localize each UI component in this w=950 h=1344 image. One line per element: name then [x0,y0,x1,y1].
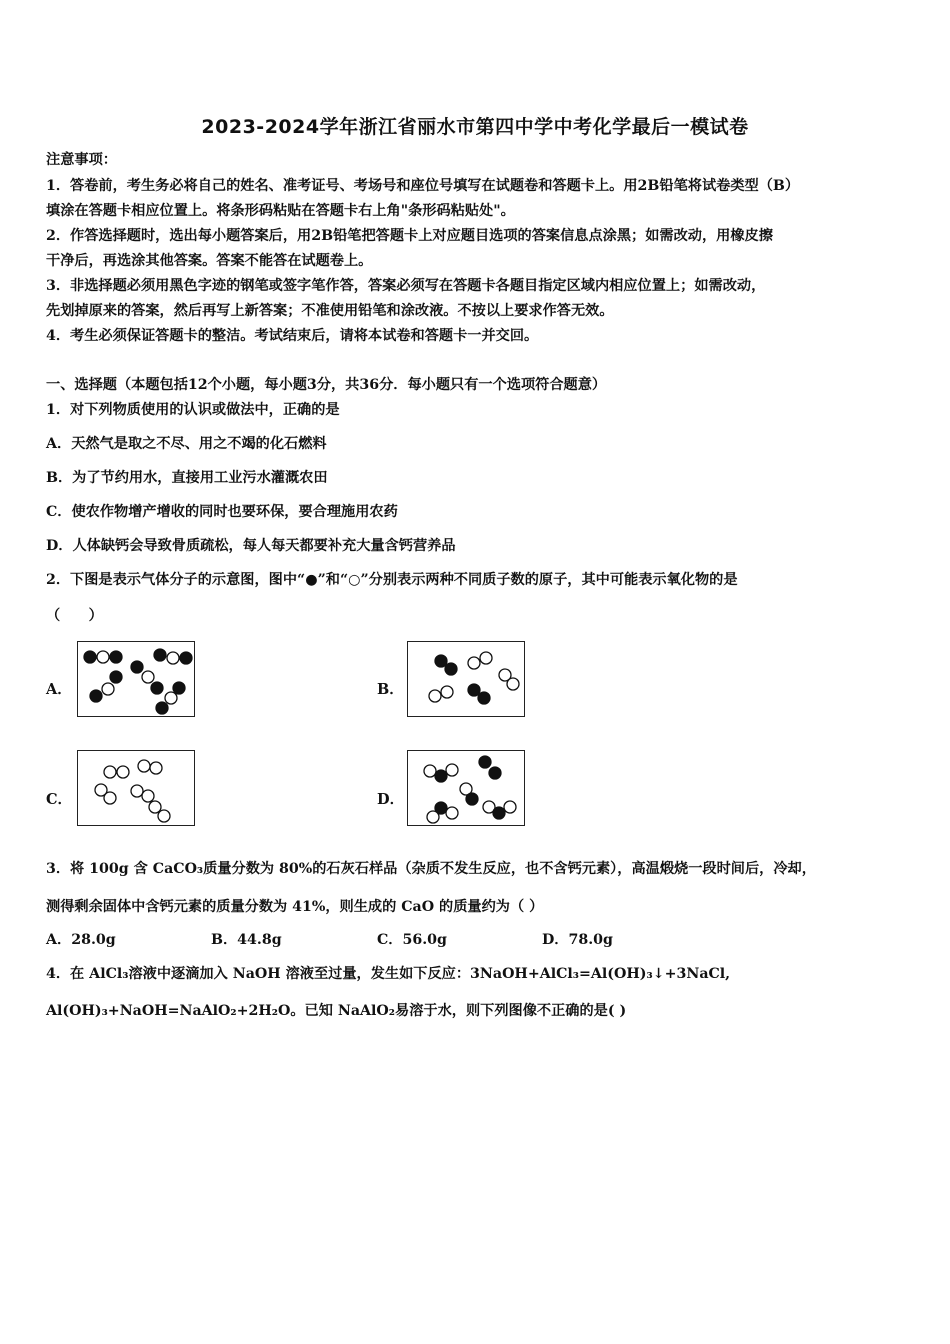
figure-b-label: B． [377,681,404,698]
molecule-diagram-c [78,751,196,827]
question-3-option-d: D．78.0g [542,932,613,948]
notice-line: 1．答卷前，考生务必将自己的姓名、准考证号、考场号和座位号填写在试题卷和答题卡上。用2B铅笔将试卷类型（B） [46,178,800,194]
figure-c-label: C． [46,791,73,808]
notice-line: 3．非选择题必须用黑色字迹的钢笔或签字笔作答，答案必须写在答题卡各题目指定区域内相应位置上；如需改动， [46,278,766,294]
figure-d-label: D． [377,791,405,808]
figure-a-label: A． [46,681,72,698]
question-4-line-1: 4．在 AlCl₃溶液中逐滴加入 NaOH 溶液至过量，发生如下反应：3NaOH+AlCl₃=Al(OH)₃↓+3NaCl, [46,966,731,982]
figure-b [407,641,525,717]
notice-heading: 注意事项： [46,152,117,168]
question-3-option-c: C．56.0g [377,932,447,948]
molecule-diagram-a [78,642,196,718]
question-4-line-2: Al(OH)₃+NaOH=NaAlO₂+2H₂O。已知 NaAlO₂易溶于水，则下列图像不正确的是( ) [46,1003,627,1019]
figure-c [77,750,195,826]
question-2-paren: （ ） [46,608,103,624]
molecule-diagram-b [408,642,526,718]
question-3-line-2: 测得剩余固体中含钙元素的质量分数为 41%，则生成的 CaO 的质量约为（ ） [46,899,544,915]
notice-line: 填涂在答题卡相应位置上。将条形码粘贴在答题卡右上角"条形码粘贴处"。 [46,203,515,219]
question-1-option-c: C．使农作物增产增收的同时也要环保，要合理施用农药 [46,504,398,520]
question-3-option-b: B．44.8g [211,932,282,948]
notice-line: 先划掉原来的答案，然后再写上新答案；不准使用铅笔和涂改液。不按以上要求作答无效。 [46,303,614,319]
section-heading: 一、选择题（本题包括12个小题，每小题3分，共36分．每小题只有一个选项符合题意） [46,377,607,393]
question-1-option-b: B．为了节约用水，直接用工业污水灌溉农田 [46,470,328,486]
figure-d [407,750,525,826]
question-1-option-a: A．天然气是取之不尽、用之不竭的化石燃料 [46,436,327,452]
question-1-option-d: D．人体缺钙会导致骨质疏松，每人每天都要补充大量含钙营养品 [46,538,456,554]
question-3-option-a: A．28.0g [46,932,116,948]
question-1-stem: 1．对下列物质使用的认识或做法中，正确的是 [46,402,340,418]
page-title: 2023-2024学年浙江省丽水市第四中学中考化学最后一模试卷 [201,116,749,138]
notice-line: 干净后，再选涂其他答案。答案不能答在试题卷上。 [46,253,373,269]
figure-a [77,641,195,717]
molecule-diagram-d [408,751,526,827]
question-3-line-1: 3．将 100g 含 CaCO₃质量分数为 80%的石灰石样品（杂质不发生反应，也不含钙元素），高温煅烧一段时间后，冷却， [46,861,816,877]
notice-line: 2．作答选择题时，选出每小题答案后，用2B铅笔把答题卡上对应题目选项的答案信息点涂黑；如需改动，用橡皮擦 [46,228,773,244]
question-2-stem: 2．下图是表示气体分子的示意图，图中“●”和“○”分别表示两种不同质子数的原子，其中可能表示氧化物的是 [46,572,738,588]
notice-line: 4．考生必须保证答题卡的整洁。考试结束后，请将本试卷和答题卡一并交回。 [46,328,539,344]
